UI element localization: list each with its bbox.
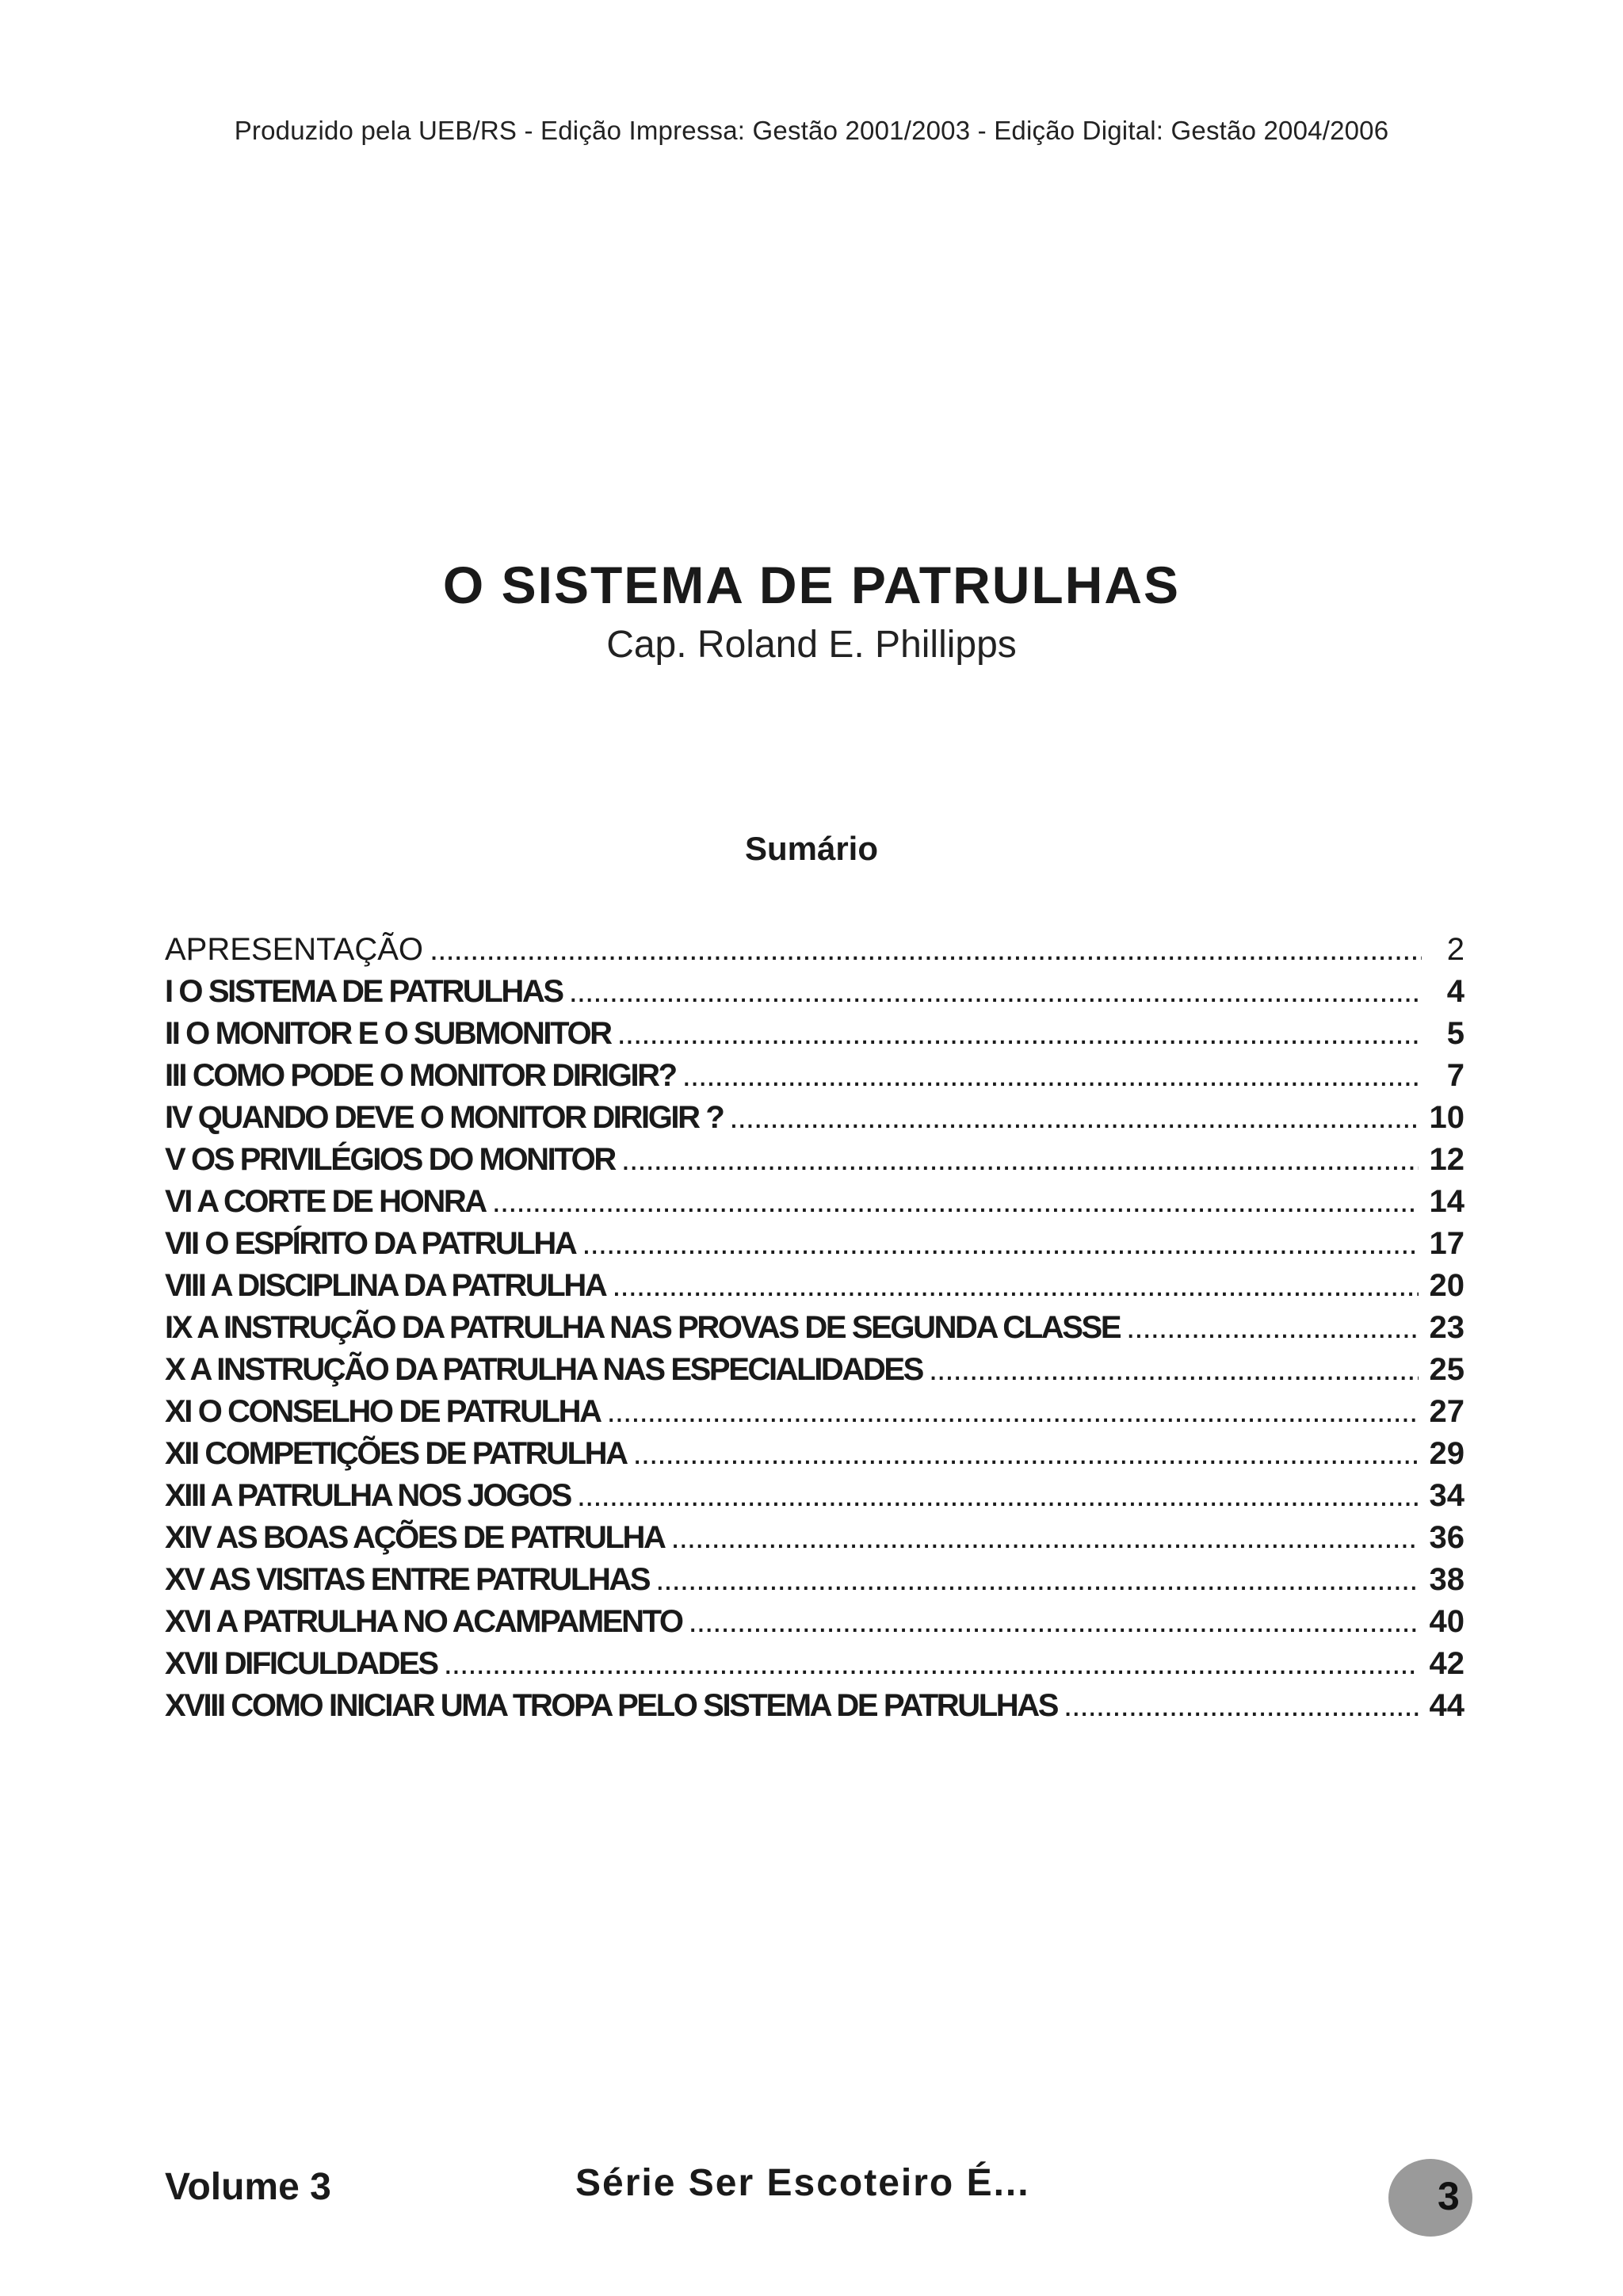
toc-entry[interactable] — [165, 1601, 1465, 1643]
toc-leader-dots — [621, 1139, 1419, 1181]
toc-entry[interactable] — [165, 1643, 1465, 1685]
toc-entry-label: VI A CORTE DE HONRA — [165, 1184, 486, 1219]
toc-entry-label: XV AS VISITAS ENTRE PATRULHAS — [165, 1562, 650, 1597]
toc-leader-dots — [670, 1517, 1418, 1559]
toc-entry-label: II O MONITOR E O SUBMONITOR — [165, 1016, 611, 1051]
toc-entry-label: III COMO PODE O MONITOR DIRIGIR? — [165, 1058, 676, 1093]
toc-leader-dots — [444, 1643, 1419, 1685]
toc-entry-page: 29 — [1429, 1436, 1465, 1471]
toc-entry-page: 10 — [1429, 1100, 1465, 1135]
toc-entry[interactable] — [165, 929, 1465, 971]
summary-heading: Sumário — [744, 830, 879, 867]
toc-entry-page: 20 — [1429, 1268, 1465, 1303]
toc-entry-label: XI O CONSELHO DE PATRULHA — [165, 1394, 601, 1429]
toc-leader-dots — [569, 971, 1422, 1013]
toc-entry-page: 5 — [1446, 1016, 1465, 1051]
toc-entry-page: 27 — [1429, 1394, 1465, 1429]
document-author: Cap. Roland E. Phillipps — [606, 624, 1017, 666]
toc-entry-label: I O SISTEMA DE PATRULHAS — [165, 974, 563, 1009]
toc-entry[interactable] — [165, 1097, 1465, 1139]
toc-entry[interactable] — [165, 1307, 1465, 1349]
toc-leader-dots — [430, 929, 1422, 971]
toc-leader-dots — [582, 1223, 1418, 1265]
volume-label: Volume 3 — [165, 2166, 331, 2208]
toc-entry-label: XIV AS BOAS AÇÕES DE PATRULHA — [165, 1520, 665, 1555]
toc-entry[interactable] — [165, 1559, 1465, 1601]
toc-entry-page: 25 — [1429, 1352, 1465, 1387]
toc-leader-dots — [689, 1601, 1419, 1643]
toc-entry[interactable] — [165, 971, 1465, 1013]
toc-entry-page: 36 — [1429, 1520, 1465, 1555]
toc-entry[interactable] — [165, 1181, 1465, 1223]
toc-entry-label: IX A INSTRUÇÃO DA PATRULHA NAS PROVAS DE SEGUNDA CLASSE — [165, 1310, 1121, 1345]
toc-entry-label: VII O ESPÍRITO DA PATRULHA — [165, 1226, 576, 1261]
toc-entry[interactable] — [165, 1475, 1465, 1517]
toc-entry-page: 12 — [1429, 1142, 1465, 1177]
toc-entry[interactable] — [165, 1055, 1465, 1097]
toc-leader-dots — [929, 1349, 1419, 1391]
toc-entry-page: 40 — [1429, 1604, 1465, 1639]
toc-entry-page: 42 — [1429, 1646, 1465, 1681]
toc-entry[interactable] — [165, 1433, 1465, 1475]
toc-entry-page: 38 — [1429, 1562, 1465, 1597]
toc-entry-label: IV QUANDO DEVE O MONITOR DIRIGIR ? — [165, 1100, 724, 1135]
toc-entry-page: 23 — [1429, 1310, 1465, 1345]
toc-entry-page: 2 — [1446, 932, 1465, 967]
toc-entry-label: XII COMPETIÇÕES DE PATRULHA — [165, 1436, 627, 1471]
toc-leader-dots — [492, 1181, 1419, 1223]
toc-leader-dots — [617, 1013, 1422, 1055]
document-title: O SISTEMA DE PATRULHAS — [442, 556, 1181, 614]
toc-entry-page: 14 — [1429, 1184, 1465, 1219]
toc-entry[interactable] — [165, 1139, 1465, 1181]
toc-leader-dots — [729, 1097, 1418, 1139]
table-of-contents — [165, 929, 1465, 1727]
toc-entry-page: 4 — [1446, 974, 1465, 1009]
toc-leader-dots — [655, 1559, 1418, 1601]
series-title: Série Ser Escoteiro É... — [575, 2162, 1030, 2204]
toc-entry-label: XVI A PATRULHA NO ACAMPAMENTO — [165, 1604, 682, 1639]
toc-entry-page: 44 — [1429, 1688, 1465, 1723]
toc-entry-page: 7 — [1446, 1058, 1465, 1093]
toc-leader-dots — [607, 1391, 1419, 1433]
toc-entry-label: XVIII COMO INICIAR UMA TROPA PELO SISTEMA DE PATRULHAS — [165, 1688, 1057, 1723]
toc-entry[interactable] — [165, 1517, 1465, 1559]
toc-leader-dots — [1126, 1307, 1418, 1349]
toc-entry-label: X A INSTRUÇÃO DA PATRULHA NAS ESPECIALIDADES — [165, 1352, 922, 1387]
page-number-badge — [1388, 2159, 1472, 2237]
toc-entry-page: 34 — [1429, 1478, 1465, 1513]
toc-entry-label: V OS PRIVILÉGIOS DO MONITOR — [165, 1142, 615, 1177]
toc-leader-dots — [633, 1433, 1419, 1475]
toc-entry[interactable] — [165, 1349, 1465, 1391]
toc-entry[interactable] — [165, 1265, 1465, 1307]
page-number: 3 — [1438, 2174, 1460, 2218]
toc-leader-dots — [612, 1265, 1418, 1307]
toc-leader-dots — [577, 1475, 1419, 1517]
toc-entry[interactable] — [165, 1013, 1465, 1055]
toc-entry-page: 17 — [1429, 1226, 1465, 1261]
toc-entry[interactable] — [165, 1391, 1465, 1433]
toc-entry[interactable] — [165, 1685, 1465, 1727]
toc-entry-label: XVII DIFICULDADES — [165, 1646, 437, 1681]
toc-leader-dots — [1064, 1685, 1419, 1727]
toc-entry-label: APRESENTAÇÃO — [165, 932, 423, 967]
toc-entry-label: XIII A PATRULHA NOS JOGOS — [165, 1478, 571, 1513]
toc-leader-dots — [682, 1055, 1422, 1097]
toc-entry-label: VIII A DISCIPLINA DA PATRULHA — [165, 1268, 606, 1303]
toc-entry[interactable] — [165, 1223, 1465, 1265]
production-credits: Produzido pela UEB/RS - Edição Impressa: Gestão 2001/2003 - Edição Digital: Gestão 2004/2006 — [234, 116, 1389, 145]
